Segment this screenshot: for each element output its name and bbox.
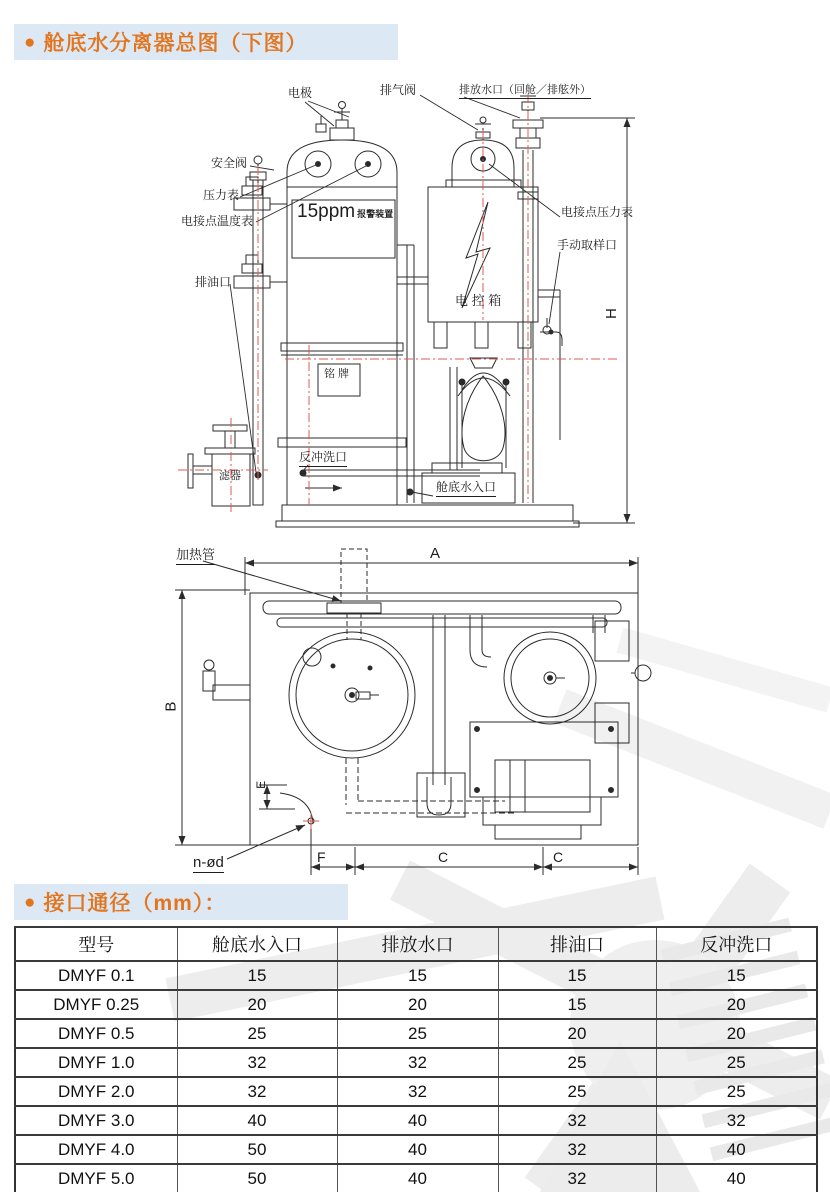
ppm-alarm-label [297, 201, 393, 223]
diameter-spec-table [14, 926, 818, 1192]
diameter-cell: 32 [337, 1048, 498, 1077]
model-cell: DMYF 0.25 [15, 990, 177, 1019]
table-row [15, 1019, 817, 1048]
diameter-cell: 32 [337, 1077, 498, 1106]
diameter-cell: 40 [656, 1135, 817, 1164]
label-vent-valve: 排气阀 [380, 83, 417, 97]
diameter-cell: 20 [656, 1019, 817, 1048]
label-contact-pressure-gauge: 电接点压力表 [561, 205, 634, 219]
sampling-faucet [540, 318, 562, 346]
diameter-cell: 15 [498, 990, 656, 1019]
label-heating-pipe: 加热管 [176, 548, 215, 565]
model-cell: DMYF 0.5 [15, 1019, 177, 1048]
filter-unit [188, 425, 255, 506]
diameter-cell: 15 [498, 961, 656, 990]
diameter-cell: 32 [177, 1048, 337, 1077]
label-safety-valve: 安全阀 [211, 156, 248, 170]
dimension-h [540, 118, 635, 523]
label-nameplate: 铭 牌 [324, 368, 350, 380]
table-row [15, 1164, 817, 1192]
table-body [15, 961, 817, 1192]
bolt-holes-label: n-ød [193, 854, 224, 873]
base-frame [250, 593, 638, 845]
diameter-cell: 32 [498, 1135, 656, 1164]
diameter-cell: 20 [656, 990, 817, 1019]
dimension-a-label: A [430, 545, 441, 562]
diameter-cell: 25 [498, 1077, 656, 1106]
model-cell: DMYF 1.0 [15, 1048, 177, 1077]
table-row [15, 961, 817, 990]
header-model: 型号 [15, 927, 177, 961]
diameter-cell: 40 [177, 1106, 337, 1135]
table-row [15, 1135, 817, 1164]
dimension-b-label: B [162, 701, 180, 712]
pump-platform [470, 722, 618, 839]
label-filter: 滤器 [219, 470, 241, 482]
label-contact-thermometer: 电接点温度表 [181, 214, 254, 228]
plan-piping [346, 615, 651, 817]
dimension-c2-label: C [553, 849, 564, 865]
model-cell: DMYF 4.0 [15, 1135, 177, 1164]
label-control-box: 电 控 箱 [455, 293, 502, 308]
model-cell: DMYF 0.1 [15, 961, 177, 990]
label-oil-drain: 排油口 [195, 275, 232, 289]
section-title: 接口通径（mm）： [43, 892, 227, 915]
label-backflush: 反冲洗口 [299, 451, 347, 467]
plan-diagram [165, 545, 675, 890]
diameter-cell: 20 [177, 990, 337, 1019]
diameter-cell: 40 [656, 1164, 817, 1192]
model-cell: DMYF 2.0 [15, 1077, 177, 1106]
section-header-overview [14, 24, 398, 60]
hole-centerline [303, 813, 319, 829]
diameter-cell: 50 [177, 1164, 337, 1192]
diameter-cell: 40 [337, 1106, 498, 1135]
page-title: 舱底水分离器总图（下图） [43, 32, 308, 55]
dimension-a [245, 557, 638, 603]
dimension-e-label: E [254, 780, 269, 789]
separator-tank [278, 102, 406, 506]
diameter-cell: 32 [177, 1077, 337, 1106]
diameter-cell: 32 [498, 1164, 656, 1192]
diameter-cell: 32 [498, 1106, 656, 1135]
diameter-cell: 40 [337, 1164, 498, 1192]
header-bilge-inlet: 舱底水入口 [177, 927, 337, 961]
tank-top-right [504, 632, 596, 724]
diameter-cell: 15 [656, 961, 817, 990]
gauge-pipe [234, 156, 287, 505]
dimension-f-label: F [317, 849, 326, 865]
dimension-h-label: H [602, 308, 620, 320]
bullet-icon: ● [24, 31, 36, 53]
dimension-c1-label: C [438, 849, 449, 865]
tank-top-left [203, 632, 415, 758]
section-header-diameters [14, 884, 348, 920]
label-bilge-inlet: 舱底水入口 [436, 481, 496, 497]
diameter-cell: 32 [656, 1106, 817, 1135]
bullet-icon: ● [24, 891, 36, 913]
diameter-cell: 50 [177, 1135, 337, 1164]
diameter-cell: 40 [337, 1135, 498, 1164]
diameter-cell: 25 [656, 1077, 817, 1106]
diameter-cell: 25 [498, 1048, 656, 1077]
ppm-value: 15ppm [297, 201, 356, 222]
table-row [15, 990, 817, 1019]
header-oil-drain: 排油口 [498, 927, 656, 961]
model-cell: DMYF 5.0 [15, 1164, 177, 1192]
label-manual-sampling: 手动取样口 [557, 238, 618, 252]
base-plate [276, 505, 579, 527]
ppm-device: 报警装置 [357, 209, 394, 219]
diameter-cell: 20 [337, 990, 498, 1019]
label-discharge-outlet: 排放水口（回舱／排舷外） [459, 84, 591, 99]
diameter-cell: 15 [177, 961, 337, 990]
table-row [15, 1048, 817, 1077]
header-discharge-outlet: 排放水口 [337, 927, 498, 961]
label-pressure-gauge: 压力表 [203, 188, 240, 202]
table-row [15, 1077, 817, 1106]
table-row [15, 1106, 817, 1135]
model-cell: DMYF 3.0 [15, 1106, 177, 1135]
diameter-cell: 25 [177, 1019, 337, 1048]
diameter-cell: 25 [337, 1019, 498, 1048]
diameter-cell: 25 [656, 1048, 817, 1077]
diameter-cell: 15 [337, 961, 498, 990]
label-electrode: 电极 [288, 86, 313, 100]
diameter-cell: 20 [498, 1019, 656, 1048]
header-backflush: 反冲洗口 [656, 927, 817, 961]
table-header-row [15, 927, 817, 961]
